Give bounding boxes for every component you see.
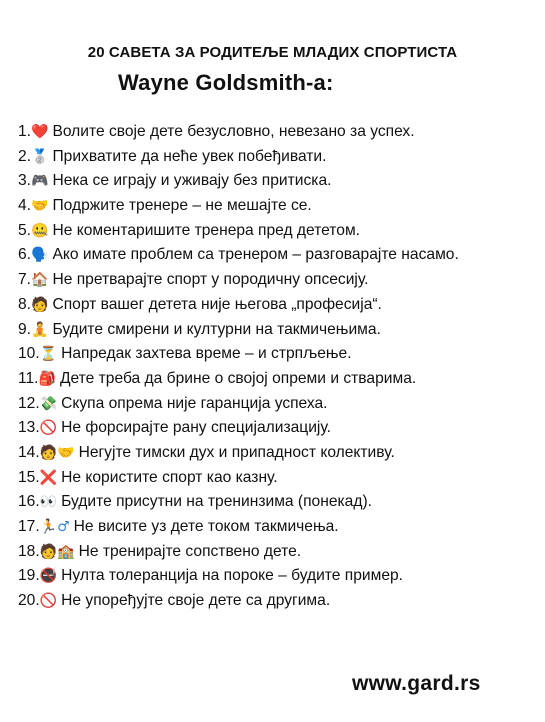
tip-number: 7. [18,271,32,289]
tip-number: 12. [18,394,40,412]
tip-number: 4. [18,197,32,215]
eyes-icon: 👀 [39,494,58,511]
tip-item [18,490,459,515]
tip-text: Дете треба да брине о својој опреми и стварима. [59,369,417,387]
tip-text: Ако имате проблем са тренером – разговарајте насамо. [52,246,459,264]
tip-item [18,219,459,244]
tips-list [18,120,459,614]
prohibited-icon: 🚫 [39,593,58,610]
tip-number: 9. [18,320,32,338]
tip-text: Не коментаришите тренера пред дететом. [52,221,361,239]
tip-item [18,293,459,318]
tip-number: 19. [18,567,40,585]
tip-item [18,466,459,491]
speaking-head-icon: 🗣️ [31,247,49,264]
tip-number: 17. [18,518,40,535]
tip-number: 14. [18,443,40,461]
tip-text: Не користите спорт као казну. [61,468,278,486]
tip-number: 10. [18,345,40,363]
tip-number: 2. [18,147,32,165]
tip-text: Не упоређујте своје дете са другима. [61,592,331,610]
tip-text: Спорт вашег детета није његова „професија“. [52,295,382,313]
house-icon: 🏠 [31,272,49,289]
tip-text: Будите смирени и културни на такмичењима. [52,320,381,338]
tip-item [18,367,459,392]
handshake-icon: 🤝 [31,198,49,215]
tip-text: Негујте тимски дух и припадност колективу. [78,443,395,461]
tip-item [18,145,459,170]
tip-text: Волите своје дете безусловно, невезано за успех. [52,123,415,140]
zipper-mouth-icon: 🤐 [31,222,49,239]
website-url: www.gard.rs [352,672,481,695]
tip-number: 6. [18,246,32,264]
heart-icon: ❤️ [31,124,49,140]
money-icon: 💸 [39,395,58,412]
tip-item [18,243,459,268]
tip-number: 8. [18,295,32,313]
tip-item [18,318,459,343]
tip-text: Подржите тренере – не мешајте се. [52,197,312,215]
tip-text: Не висите уз дете током такмичења. [73,518,339,535]
cross-mark-icon: ❌ [39,469,58,486]
tip-number: 13. [18,419,40,437]
game-controller-icon: 🎮 [31,173,49,190]
teamwork-icon: 🧑🤝 [39,444,75,461]
runner-icon: 🏃♂ [39,519,70,535]
tip-text: Нека се играју и уживају без притиска. [52,172,332,190]
tip-item [18,515,459,540]
tip-number: 18. [18,542,40,560]
tip-number: 15. [18,468,40,486]
teacher-icon: 🧑🏫 [39,543,75,560]
tip-item [18,169,459,194]
tip-number: 5. [18,221,32,239]
tip-number: 3. [18,172,32,190]
tip-item [18,540,459,565]
page-title: 20 САВЕТА ЗА РОДИТЕЉЕ МЛАДИХ СПОРТИСТА [87,44,458,61]
backpack-icon: 🎒 [38,370,56,387]
tip-item [18,194,459,219]
tip-number: 20. [18,592,40,610]
tip-item [18,120,459,145]
tip-number: 16. [18,493,40,511]
tip-item [18,564,459,589]
page-subtitle: Wayne Goldsmith-а: [118,70,334,95]
prohibited-icon: 🚫 [39,420,58,437]
meditation-icon: 🧘 [31,321,49,338]
tip-text: Не тренирајте сопствено дете. [78,542,302,560]
hourglass-icon: ⏳ [39,346,58,363]
tip-item [18,441,459,466]
tip-text: Не претварајте спорт у породичну опсесију. [52,271,369,289]
tip-number: 1. [18,123,32,140]
tip-item [18,589,459,614]
tip-item [18,268,459,293]
tip-text: Будите присутни на тренинзима (понекад). [61,493,372,511]
medal-icon: 🥈 [31,148,49,165]
tip-text: Нулта толеранција на пороке – будите пример. [61,567,404,585]
tip-number: 11. [18,369,39,387]
tip-text: Напредак захтева време – и стрпљење. [61,345,352,363]
tip-item [18,392,459,417]
tip-item [18,342,459,367]
no-smoking-icon: 🚭 [39,568,58,585]
tip-text: Не форсирајте рану специјализацију. [61,419,331,437]
tip-text: Скупа опрема није гаранција успеха. [61,394,328,412]
person-icon: 🧑 [31,296,49,313]
tip-item [18,416,459,441]
tip-text: Прихватите да неће увек побеђивати. [52,147,327,165]
